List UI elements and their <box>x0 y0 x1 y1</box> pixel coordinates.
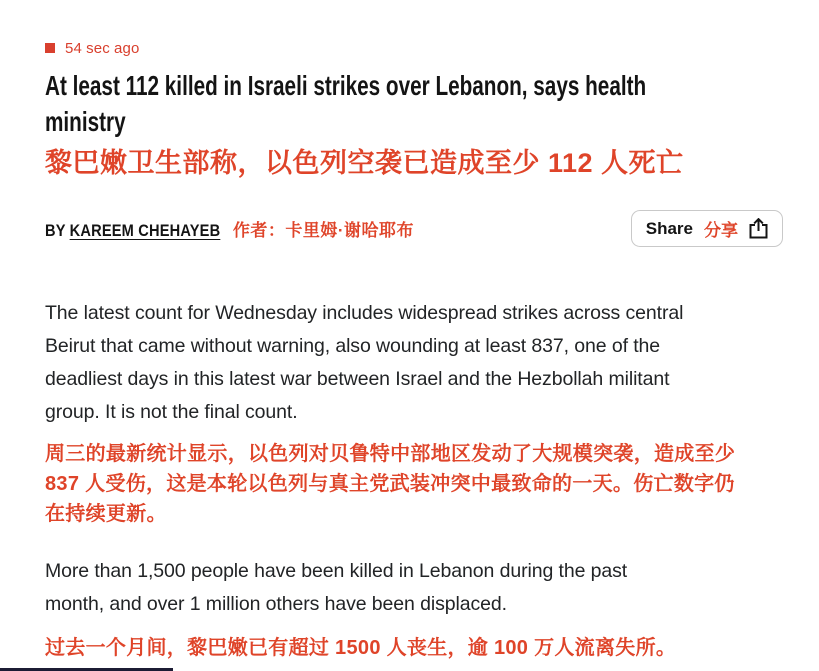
paragraph-line: 周三的最新统计显示，以色列对贝鲁特中部地区发动了大规模突袭，造成至少 <box>45 443 736 465</box>
paragraph-english-2 <box>45 555 783 621</box>
share-export-icon <box>749 218 768 239</box>
byline-prefix: BY <box>45 221 70 240</box>
entry-timestamp: 54 sec ago <box>65 39 140 57</box>
paragraph-line: 过去一个月间，黎巴嫩已有超过 1500 人丧生，逾 100 万人流离失所。 <box>45 637 677 659</box>
author-link[interactable]: KAREEM CHEHAYEB <box>69 221 221 240</box>
byline-row <box>45 210 783 247</box>
headline-english <box>45 68 783 140</box>
paragraph-line: group. It is not the final count. <box>45 401 298 423</box>
paragraph-line: deadliest days in this latest war between Israel and the Hezbollah militant <box>45 368 670 390</box>
paragraph-line: 在持续更新。 <box>45 503 167 525</box>
share-button[interactable] <box>631 210 783 247</box>
paragraph-line: 837 人受伤，这是本轮以色列与真主党武装冲突中最致命的一天。伤亡数字仍 <box>45 473 735 495</box>
paragraph-chinese-2 <box>45 633 783 663</box>
paragraph-line: Beirut that came without warning, also wounding at least 837, one of the <box>45 335 661 357</box>
byline-english <box>45 221 220 241</box>
headline-chinese: 黎巴嫩卫生部称，以色列空袭已造成至少 112 人死亡 <box>45 148 684 178</box>
byline-chinese: 作者：卡里姆·谢哈耶布 <box>232 221 415 240</box>
red-square-bullet-icon <box>45 43 55 53</box>
share-button-label-zh: 分享 <box>704 221 738 240</box>
entry-timestamp-row <box>45 40 783 56</box>
paragraph-chinese-1 <box>45 439 783 529</box>
paragraph-line: More than 1,500 people have been killed in Lebanon during the past <box>45 560 628 582</box>
paragraph-line: month, and over 1 million others have been displaced. <box>45 593 507 615</box>
byline <box>45 216 414 241</box>
headline-english-line-1: At least 112 killed in Israeli strikes over Lebanon, says health <box>45 70 647 101</box>
paragraph-line: The latest count for Wednesday includes widespread strikes across central <box>45 302 684 324</box>
share-button-label-en: Share <box>645 218 693 238</box>
paragraph-english-1 <box>45 297 783 429</box>
headline-english-line-2: ministry <box>45 106 126 137</box>
